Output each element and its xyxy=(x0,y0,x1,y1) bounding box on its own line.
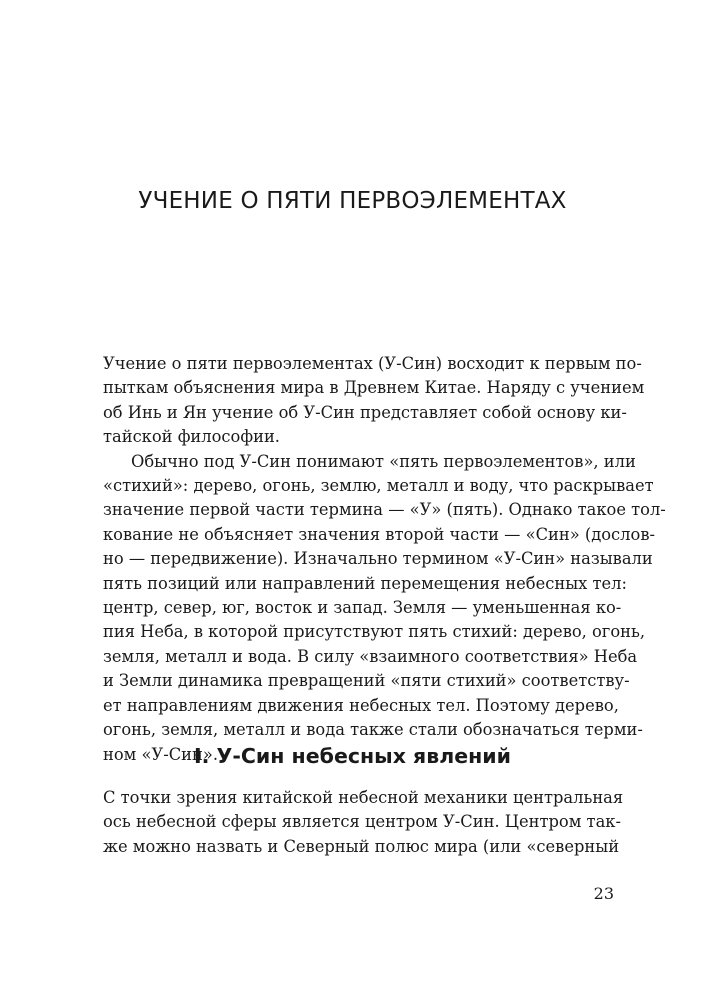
text-line: ет направлениям движения небесных тел. Поэтому дерево, xyxy=(103,695,619,715)
paragraph-section-start xyxy=(103,786,624,859)
text-line: значение первой части термина — «У» (пять). Однако такое тол- xyxy=(103,500,666,520)
text-line: но — передвижение). Изначально термином «У-Син» называли xyxy=(103,549,653,569)
text-line: земля, металл и вода. В силу «взаимного соответствия» Неба xyxy=(103,646,638,666)
section-heading: I. У-Син небесных явлений xyxy=(193,744,512,768)
page-number: 23 xyxy=(593,884,614,903)
chapter-title: УЧЕНИЕ О ПЯТИ ПЕРВОЭЛЕМЕНТАХ xyxy=(138,188,567,214)
text-line: об Инь и Ян учение об У-Син представляет собой основу ки- xyxy=(103,402,627,422)
text-line: центр, север, юг, восток и запад. Земля — уменьшенная ко- xyxy=(103,598,622,618)
text-line: и Земли динамика превращений «пяти стихий» соответству- xyxy=(103,671,630,691)
text-line: пять позиций или направлений перемещения небесных тел: xyxy=(103,573,627,593)
text-line: тайской философии. xyxy=(103,427,280,447)
text-line: Учение о пяти первоэлементах (У-Син) восходит к первым по- xyxy=(103,354,642,373)
text-line: Обычно под У-Син понимают «пять первоэлементов», или xyxy=(131,451,636,471)
text-line: огонь, земля, металл и вода также стали обозначаться терми- xyxy=(103,720,643,740)
text-line: «стихий»: дерево, огонь, землю, металл и воду, что раскрывает xyxy=(103,476,654,496)
text-line: ось небесной сферы является центром У-Син. Центром так- xyxy=(103,812,621,832)
text-line: С точки зрения китайской небесной механики центральная xyxy=(103,788,624,807)
text-line: ном «У-Син». xyxy=(103,744,219,764)
text-line: пыткам объяснения мира в Древнем Китае. Наряду с учением xyxy=(103,378,645,398)
text-line: кование не объясняет значения второй части — «Син» (дослов- xyxy=(103,524,655,544)
text-line: пия Неба, в которой присутствуют пять стихий: дерево, огонь, xyxy=(103,622,646,642)
text-line: же можно назвать и Северный полюс мира (или «северный xyxy=(103,836,620,856)
paragraph-intro xyxy=(103,352,666,767)
